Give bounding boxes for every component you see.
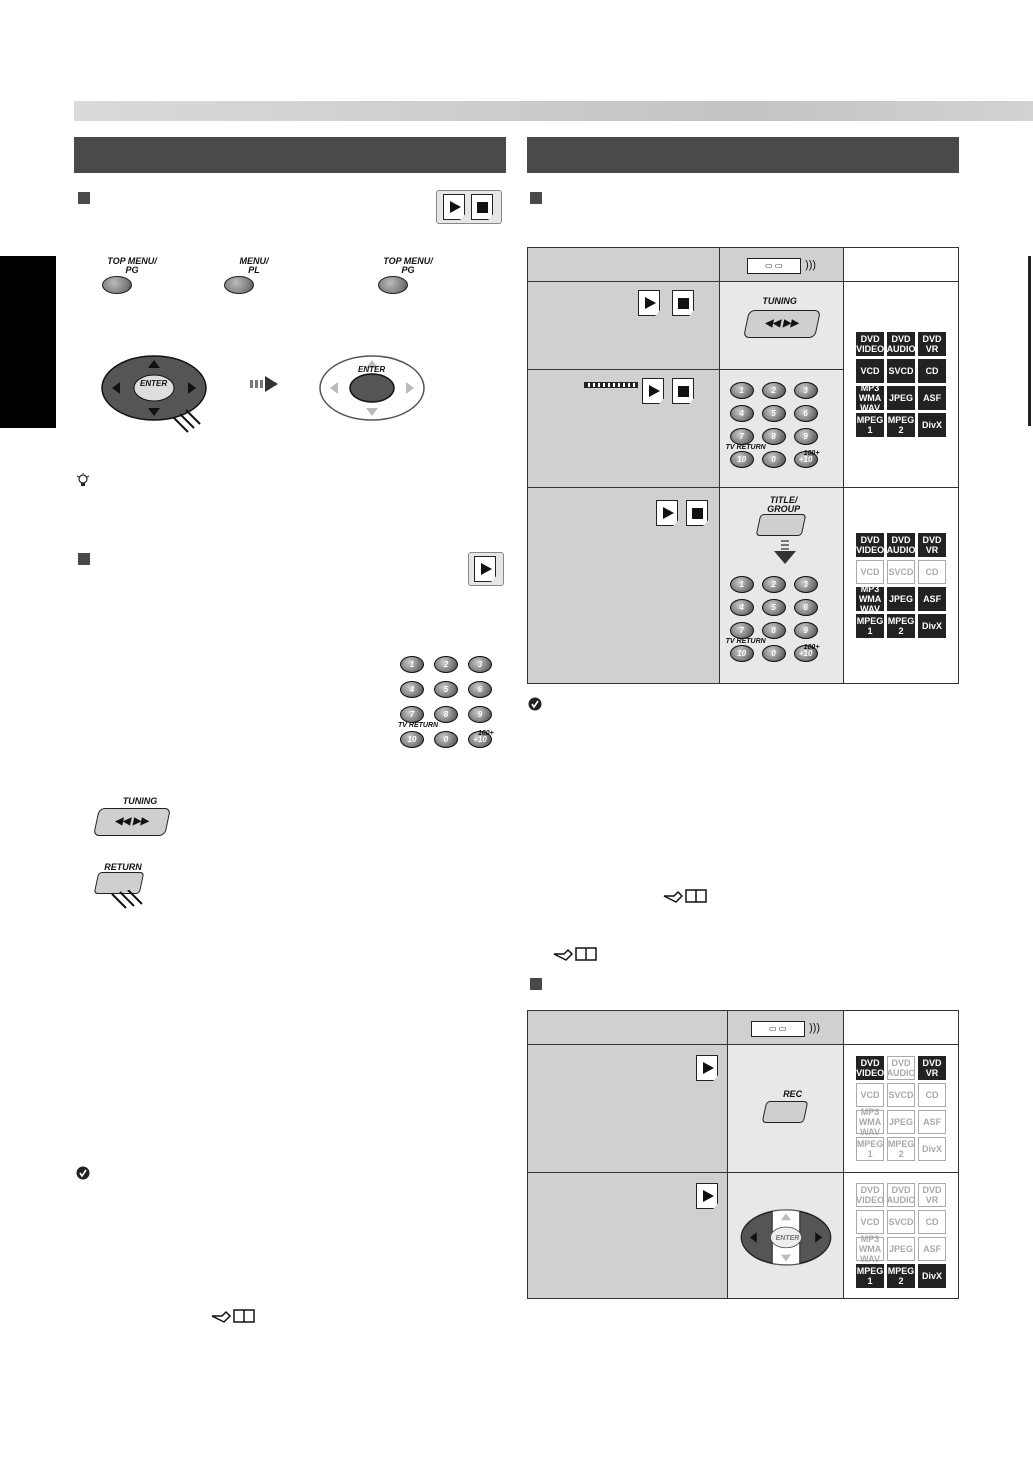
table2-row2-key xyxy=(727,1173,844,1299)
top-menu-button-2[interactable] xyxy=(378,257,438,294)
subsection-marker xyxy=(78,192,98,212)
disc-format-badge: MP3 WMA WAV xyxy=(856,1237,884,1261)
button-cap xyxy=(378,276,408,294)
table1-row1-label xyxy=(528,282,720,370)
press-indicator-icon xyxy=(108,890,148,914)
arrow-down-icon xyxy=(774,540,796,564)
disc-format-badge: DVD VR xyxy=(918,332,946,356)
number-key[interactable]: 0 xyxy=(762,645,786,662)
number-key[interactable]: 5 xyxy=(434,681,458,698)
number-key[interactable]: 2 xyxy=(434,656,458,673)
number-key[interactable]: 3 xyxy=(468,656,492,673)
number-key[interactable]: +10 xyxy=(468,731,492,748)
disc-format-badge: JPEG xyxy=(887,587,915,611)
disc-format-badge: MPEG 1 xyxy=(856,1139,884,1159)
disc-format-badge: DVD VR xyxy=(918,1056,946,1080)
disc-format-badge: SVCD xyxy=(887,560,915,584)
disc-format-badge: DivX xyxy=(918,1264,946,1288)
number-key[interactable]: 1 xyxy=(400,656,424,673)
disc-format-badge: DivX xyxy=(918,614,946,638)
disc-format-badge: DVD AUDIO xyxy=(886,1185,916,1205)
disc-format-badge: VCD xyxy=(856,560,884,584)
disc-format-badge: VCD xyxy=(856,359,884,383)
table2-row1-label xyxy=(528,1045,728,1173)
disc-format-badge: CD xyxy=(918,560,946,584)
disc-format-badge: MPEG 2 xyxy=(887,1266,915,1286)
number-key[interactable]: 4 xyxy=(400,681,424,698)
stop-mode-icon xyxy=(672,290,694,316)
disc-format-badge: ASF xyxy=(918,587,946,611)
disc-format-badge: MPEG 2 xyxy=(887,616,915,636)
table2-disc-badges-1 xyxy=(844,1045,959,1173)
number-key[interactable]: 6 xyxy=(468,681,492,698)
side-tab xyxy=(0,256,56,428)
cursor-pad-enter[interactable] xyxy=(316,348,428,434)
number-key[interactable]: 0 xyxy=(762,451,786,468)
disc-format-badge: CD xyxy=(918,1210,946,1234)
top-gradient-bar xyxy=(74,101,1033,121)
play-mode-icon xyxy=(638,290,660,316)
number-key[interactable]: 6 xyxy=(794,405,818,422)
disc-format-badge: CD xyxy=(918,1083,946,1107)
disc-format-badge: DivX xyxy=(918,1137,946,1161)
disc-format-badge: SVCD xyxy=(887,1210,915,1234)
number-key[interactable]: 2 xyxy=(762,576,786,593)
left-section-header xyxy=(74,137,506,173)
disc-format-badge: MPEG 1 xyxy=(856,415,884,435)
button-cap xyxy=(224,276,254,294)
disc-format-badge: ASF xyxy=(918,386,946,410)
table1-row2-label xyxy=(528,370,720,488)
note-check-icon xyxy=(76,1166,90,1180)
number-key[interactable]: 1 xyxy=(730,382,754,399)
stop-mode-icon xyxy=(672,378,694,404)
disc-format-badge: JPEG xyxy=(887,386,915,410)
disc-format-badge: JPEG xyxy=(887,1237,915,1261)
table2-row1-key xyxy=(727,1045,844,1173)
page-reference-icon xyxy=(662,888,708,904)
return-label: RETURN xyxy=(104,862,142,872)
disc-format-badge: MPEG 2 xyxy=(887,415,915,435)
number-key[interactable]: 3 xyxy=(794,576,818,593)
button-label: TOP MENU/ PG xyxy=(383,256,433,275)
hundred-plus-label: 100+ xyxy=(803,450,820,457)
tv-return-label: TV RETURN xyxy=(725,444,766,451)
button-cap xyxy=(102,276,132,294)
disc-format-badge: MPEG 1 xyxy=(856,616,884,636)
display-indicator xyxy=(584,382,638,388)
disc-format-badge: MP3 WMA WAV xyxy=(856,587,884,611)
hundred-plus-label: 100+ xyxy=(478,730,494,737)
number-key[interactable]: 4 xyxy=(730,405,754,422)
disc-format-badge: VCD xyxy=(856,1083,884,1107)
subsection-marker xyxy=(530,978,550,998)
tv-return-label: TV RETURN xyxy=(398,722,439,729)
play-mode-icon xyxy=(642,378,664,404)
function-table-2: ▭ ▭ ))) REC DVD VIDEO DVD AUDIO DVD VR VCD SVCD CD MP3 WMA WAV JPEG ASF MPEG 1 MPEG 2 DivX ENTER DVD VIDEO DVD AUDIO DVD VR VCD SVCD CD MP3 WMA WAV JPEG ASF MPEG 1 MPEG 2 DivX xyxy=(527,1010,959,1299)
rec-label: REC xyxy=(783,1089,803,1099)
tv-return-label: TV RETURN xyxy=(725,638,766,645)
number-key[interactable]: +10 xyxy=(794,645,818,662)
cursor-pad-pressed[interactable] xyxy=(98,348,210,434)
menu-button[interactable] xyxy=(224,257,284,294)
number-key[interactable]: 6 xyxy=(794,599,818,616)
number-key[interactable]: 5 xyxy=(762,599,786,616)
play-mode-icon xyxy=(656,500,678,526)
arrow-right-icon xyxy=(250,376,280,392)
number-key[interactable]: 8 xyxy=(434,706,458,723)
table2-disc-badges-2 xyxy=(844,1173,959,1299)
table1-row2-key xyxy=(719,370,844,488)
number-key[interactable]: 9 xyxy=(468,706,492,723)
disc-format-badge: MP3 WMA WAV xyxy=(856,1110,884,1134)
disc-format-badge: DVD VR xyxy=(918,533,946,557)
number-key[interactable]: 7 xyxy=(730,622,754,639)
function-table-1: ▭ ▭ ))) TUNING ◀◀ ▶▶ DVD VIDEO DVD AUDIO DVD VR VCD SVCD CD MP3 WMA WAV JPEG ASF MPEG 1 MPEG 2 DivX 1 2 3 4 5 6 7 8 9 10 0 +10 TV RETURN 100+ TITLE/ GROUP 1 2 3 4 5 6 7 8 9 10 0 +10 TV RETURN 100+ DVD VIDEO DVD AUDIO DVD VR VCD SVCD CD MP3 WMA WAV JPEG ASF MPEG 1 MPEG 2 DivX xyxy=(527,247,959,684)
top-menu-button-1[interactable] xyxy=(102,257,162,294)
number-key[interactable]: 9 xyxy=(794,622,818,639)
table1-disc-badges-1 xyxy=(844,282,959,488)
subsection-marker xyxy=(530,192,550,212)
number-key[interactable]: 10 xyxy=(730,451,754,468)
tuning-label: TUNING xyxy=(122,796,158,806)
number-key[interactable]: 8 xyxy=(762,428,786,445)
tuning-skip-button[interactable]: ◀◀ ▶▶ xyxy=(93,808,171,836)
enter-label: ENTER xyxy=(140,379,168,388)
number-key[interactable]: 4 xyxy=(730,599,754,616)
disc-format-badge: MPEG 1 xyxy=(856,1266,884,1286)
hundred-plus-label: 100+ xyxy=(803,644,820,651)
number-key[interactable]: 7 xyxy=(400,706,424,723)
title-group-label: TITLE/ GROUP xyxy=(767,495,801,514)
play-mode-icon xyxy=(696,1183,718,1209)
disc-format-badge: JPEG xyxy=(887,1110,915,1134)
number-key[interactable]: 3 xyxy=(794,382,818,399)
disc-format-badge: DivX xyxy=(918,413,946,437)
number-key[interactable]: +10 xyxy=(794,451,818,468)
disc-format-badge: DVD VIDEO xyxy=(856,334,885,354)
play-mode-icon xyxy=(443,194,465,220)
tuning-skip-button[interactable]: ◀◀ ▶▶ xyxy=(743,310,821,338)
number-key[interactable]: 5 xyxy=(762,405,786,422)
disc-format-badge: DVD AUDIO xyxy=(886,334,916,354)
disc-format-badge: DVD AUDIO xyxy=(886,1058,916,1078)
disc-format-badge: MPEG 2 xyxy=(887,1139,915,1159)
disc-format-badge: ASF xyxy=(918,1110,946,1134)
table2-row2-label xyxy=(528,1173,728,1299)
number-key[interactable]: 10 xyxy=(400,731,424,748)
play-mode-icon xyxy=(696,1055,718,1081)
button-label: TOP MENU/ PG xyxy=(107,256,157,275)
number-key[interactable]: 1 xyxy=(730,576,754,593)
table1-row3-key xyxy=(719,488,844,684)
stop-mode-icon xyxy=(471,194,493,220)
rec-button[interactable] xyxy=(761,1101,808,1123)
table1-row3-label xyxy=(528,488,720,684)
button-label: MENU/ PL xyxy=(239,256,269,275)
disc-format-badge: CD xyxy=(918,359,946,383)
page-reference-icon xyxy=(210,1308,256,1324)
play-mode-icon xyxy=(474,556,496,582)
number-key[interactable]: 9 xyxy=(794,428,818,445)
enter-label: ENTER xyxy=(775,1235,800,1242)
disc-format-badge: DVD VIDEO xyxy=(856,1185,885,1205)
disc-format-badge: SVCD xyxy=(887,359,915,383)
remote-icon: ▭ ▭ xyxy=(751,1021,805,1037)
stop-mode-icon xyxy=(686,500,708,526)
disc-format-badge: DVD VR xyxy=(918,1183,946,1207)
table1-row1-key xyxy=(719,282,844,370)
number-key[interactable]: 0 xyxy=(434,731,458,748)
remote-icon: ▭ ▭ xyxy=(747,258,801,274)
disc-format-badge: DVD VIDEO xyxy=(856,535,885,555)
enter-label: ENTER xyxy=(358,365,386,374)
number-key[interactable]: 10 xyxy=(730,645,754,662)
number-key[interactable]: 8 xyxy=(762,622,786,639)
disc-format-badge: MP3 WMA WAV xyxy=(856,386,884,410)
subsection-marker xyxy=(78,553,98,573)
page-reference-icon xyxy=(552,946,598,962)
disc-format-badge: SVCD xyxy=(887,1083,915,1107)
right-section-header xyxy=(527,137,959,173)
table1-disc-badges-2 xyxy=(844,488,959,684)
right-edge-line xyxy=(1028,256,1031,426)
disc-format-badge: ASF xyxy=(918,1237,946,1261)
title-group-button[interactable] xyxy=(755,514,806,536)
disc-format-badge: VCD xyxy=(856,1210,884,1234)
disc-format-badge: DVD VIDEO xyxy=(856,1058,885,1078)
note-check-icon xyxy=(528,697,542,711)
tuning-label: TUNING xyxy=(762,296,797,306)
number-key[interactable]: 2 xyxy=(762,382,786,399)
number-key[interactable]: 7 xyxy=(730,428,754,445)
mode-indicator xyxy=(468,552,504,586)
disc-format-badge: DVD AUDIO xyxy=(886,535,916,555)
tip-bulb-icon xyxy=(76,473,90,487)
mode-indicator xyxy=(436,190,502,224)
